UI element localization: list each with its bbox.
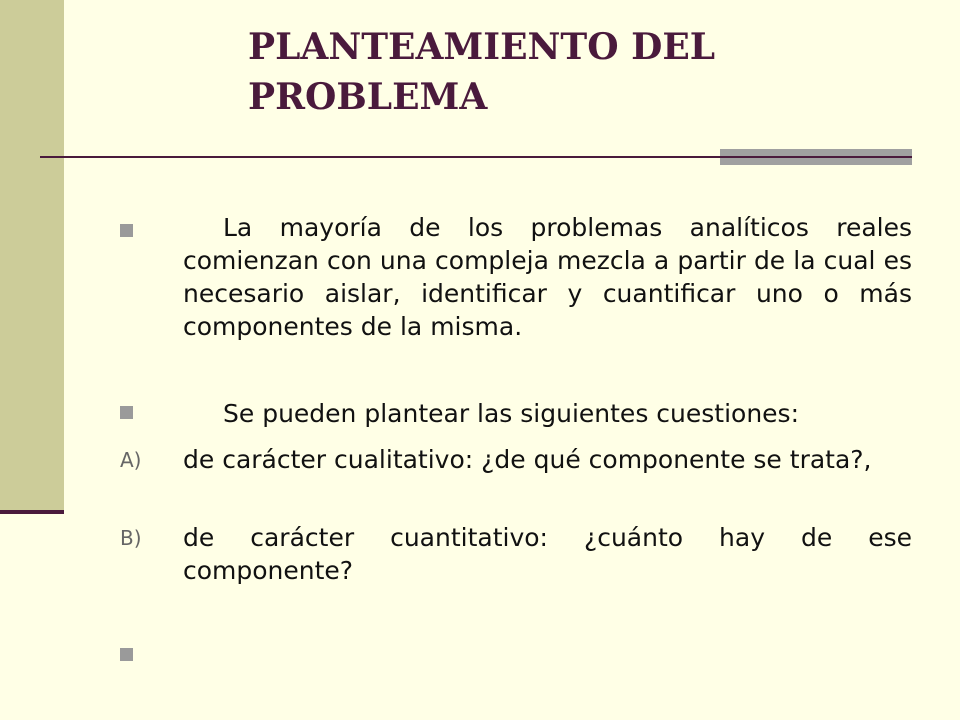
bullet-square-icon (120, 406, 133, 419)
title-rule-accent-line (720, 156, 912, 158)
bullet-square-icon (120, 224, 133, 237)
sub-item-text-a: de carácter cualitativo: ¿de qué componente se trata?, (183, 445, 872, 474)
sub-item-marker-a: A) (120, 448, 142, 472)
side-band-underline (0, 510, 64, 514)
sub-item-text-b: de carácter cuantitativo: ¿cuánto hay de ese componente? (183, 523, 912, 585)
side-band (0, 0, 64, 510)
bullet-paragraph-2: Se pueden plantear las siguientes cuestiones: (223, 399, 800, 428)
slide-title: PLANTEAMIENTO DEL PROBLEMA (248, 26, 716, 118)
bullet-square-icon (120, 648, 133, 661)
bullet-paragraph-1: La mayoría de los problemas analíticos reales comienzan con una compleja mezcla a partir de la cual es necesario aislar, identificar y cuantificar uno o más componentes de la misma. (183, 213, 912, 341)
sub-item-marker-b: B) (120, 526, 142, 550)
